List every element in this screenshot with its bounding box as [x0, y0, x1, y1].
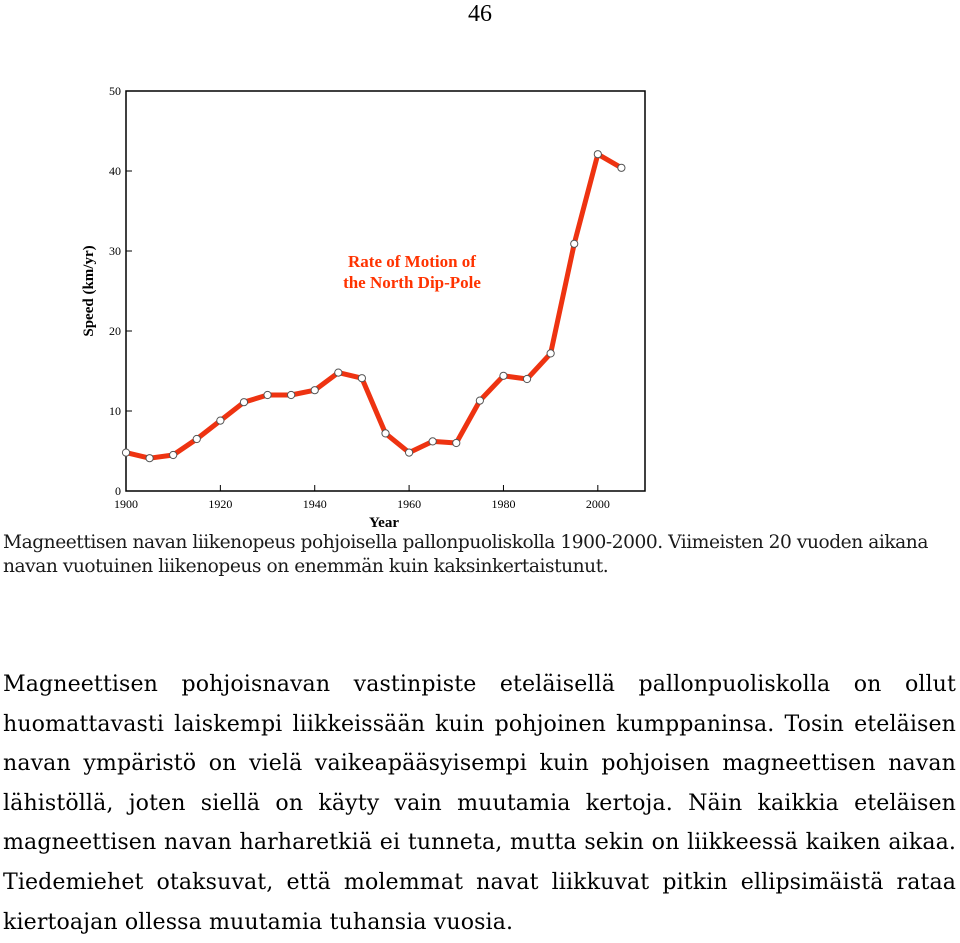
- y-tick-label: 20: [109, 324, 121, 338]
- data-point: [264, 391, 271, 398]
- data-point: [429, 438, 436, 445]
- data-point: [594, 151, 601, 158]
- page-number: 46: [468, 1, 492, 27]
- data-point: [193, 435, 200, 442]
- x-tick-label: 1960: [397, 497, 422, 511]
- data-point: [405, 449, 412, 456]
- x-axis-title: Year: [369, 515, 399, 531]
- data-point: [382, 430, 389, 437]
- speed-chart: [0, 60, 700, 535]
- figure-caption: Magneettisen navan liikenopeus pohjoisella pallonpuoliskolla 1900-2000. Viimeisten 20 vuoden aikana navan vuotuinen liikenopeus on enemmän kuin kaksinkertaistunut.: [3, 532, 928, 577]
- y-tick-label: 50: [109, 84, 121, 98]
- x-tick-label: 1940: [302, 497, 327, 511]
- data-point: [476, 397, 483, 404]
- data-point: [311, 387, 318, 394]
- data-point: [618, 164, 625, 171]
- data-point: [240, 399, 247, 406]
- data-point: [288, 391, 295, 398]
- data-point: [547, 350, 554, 357]
- data-series: [122, 151, 625, 462]
- x-tick-label: 2000: [585, 497, 610, 511]
- data-point: [571, 240, 578, 247]
- y-tick-label: 30: [109, 244, 121, 258]
- y-axis-ticks: [109, 84, 132, 498]
- y-tick-label: 10: [109, 404, 121, 418]
- body-paragraph: Magneettisen pohjoisnavan vastinpiste eteläisellä pallonpuoliskolla on ollut huomattavasti laiskempi liikkeissään kuin pohjoinen kumppaninsa. Tosin eteläisen navan ympäristö on vielä vaikeapääsyisempi kuin pohjoisen magneettisen navan lähistöllä, joten siellä on käyty vain muutamia kertoja. Näin kaikkia eteläisen magneettisen navan harharetkiä ei tunneta, mutta sekin on liikkeessä kaiken aikaa. Tiedemiehet otaksuvat, että molemmat navat liikkuvat pitkin ellipsimäistä rataa kiertoajan ollessa muutamia tuhansia vuosia.: [3, 671, 956, 935]
- y-axis-title: Speed (km/yr): [81, 245, 97, 337]
- x-axis-ticks: [114, 485, 610, 511]
- data-point: [170, 451, 177, 458]
- y-tick-label: 0: [115, 484, 121, 498]
- x-tick-label: 1920: [208, 497, 233, 511]
- chart-title-line-2: the North Dip-Pole: [343, 273, 481, 292]
- series-line: [126, 154, 621, 458]
- chart-title-line-1: Rate of Motion of: [348, 252, 476, 271]
- data-point: [122, 449, 129, 456]
- x-tick-label: 1980: [491, 497, 516, 511]
- data-point: [358, 375, 365, 382]
- data-point: [453, 439, 460, 446]
- data-point: [146, 455, 153, 462]
- data-point: [217, 417, 224, 424]
- data-point: [500, 372, 507, 379]
- data-point: [335, 369, 342, 376]
- data-point: [523, 375, 530, 382]
- y-tick-label: 40: [109, 164, 121, 178]
- x-tick-label: 1900: [114, 497, 138, 511]
